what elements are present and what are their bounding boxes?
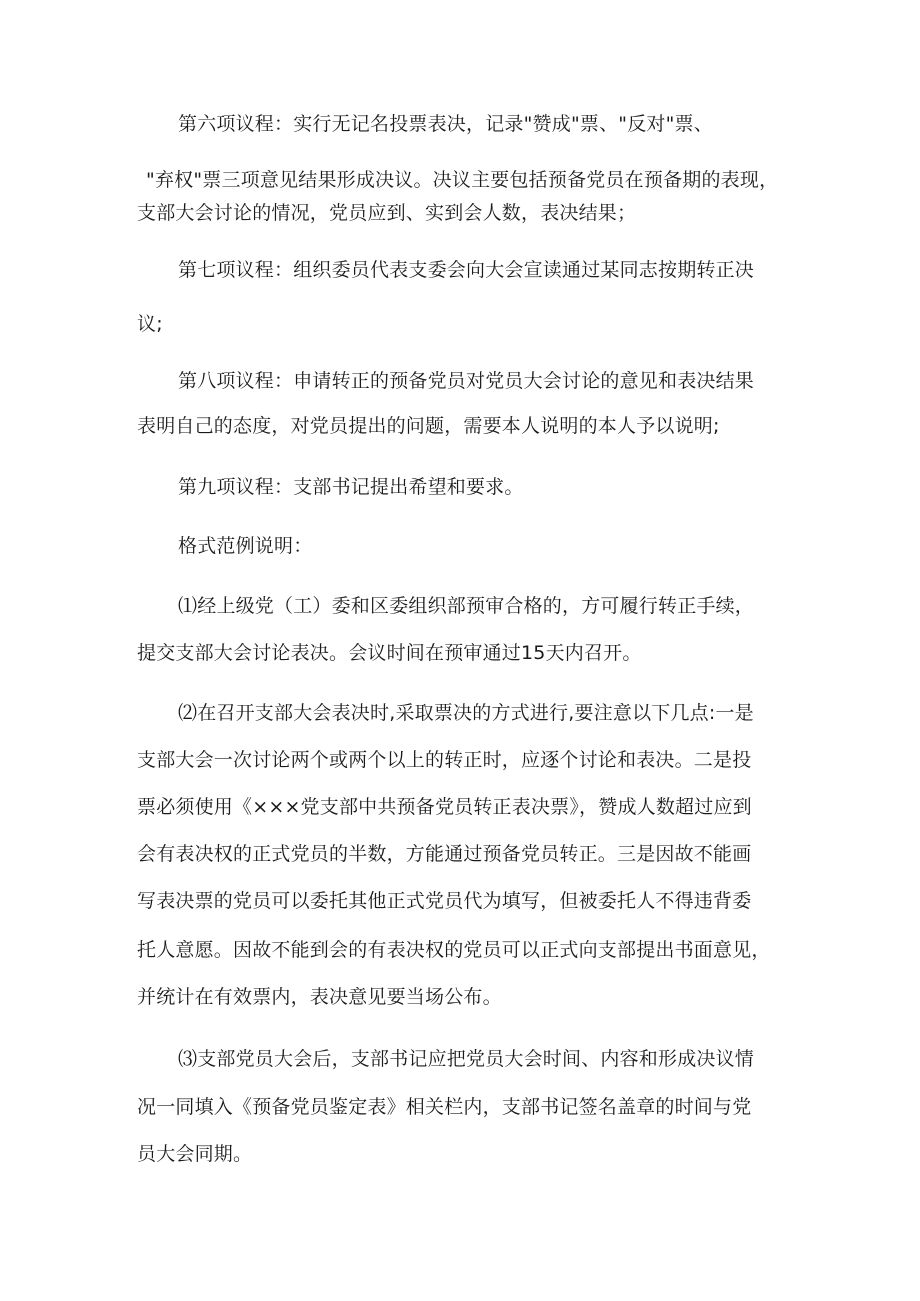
text-line: 况一同填入《预备党员鉴定表》相关栏内，支部书记签名盖章的时间与党 bbox=[137, 1096, 752, 1118]
text-line: 表明自己的态度，对党员提出的问题，需要本人说明的本人予以说明; bbox=[137, 415, 720, 437]
text-line: 员大会同期。 bbox=[137, 1143, 253, 1165]
text-line: 格式范例说明： bbox=[178, 535, 313, 557]
text-line: 写表决票的党员可以委托其他正式党员代为填写，但被委托人不得违背委 bbox=[137, 890, 752, 912]
text-line: 第九项议程：支部书记提出希望和要求。 bbox=[178, 476, 524, 498]
text-line: 会有表决权的正式党员的半数，方能通过预备党员转正。三是因故不能画 bbox=[137, 843, 752, 865]
text-line: 第六项议程：实行无记名投票表决，记录"赞成"票、"反对"票、 bbox=[178, 113, 713, 135]
text-line: 第八项议程：申请转正的预备党员对党员大会讨论的意见和表决结果 bbox=[178, 370, 755, 392]
text-line: 议; bbox=[137, 313, 163, 335]
text-line: 支部大会一次讨论两个或两个以上的转正时，应逐个讨论和表决。二是投 bbox=[137, 749, 752, 771]
text-line: 托人意愿。因故不能到会的有表决权的党员可以正式向支部提出书面意见， bbox=[137, 939, 771, 961]
text-line: 并统计在有效票内，表决意见要当场公布。 bbox=[137, 986, 502, 1008]
text-line: ⑴经上级党（工）委和区委组织部预审合格的，方可履行转正手续， bbox=[178, 595, 755, 617]
text-line: 提交支部大会讨论表决。会议时间在预审通过15天内召开。 bbox=[137, 642, 642, 664]
text-line: 第七项议程：组织委员代表支委会向大会宣读通过某同志按期转正决 bbox=[178, 259, 755, 281]
text-line: 支部大会讨论的情况，党员应到、实到会人数，表决结果； bbox=[137, 202, 637, 224]
text-line: "弃权"票三项意见结果形成决议。决议主要包括预备党员在预备期的表现， bbox=[146, 169, 779, 191]
text-line: 票必须使用《×××党支部中共预备党员转正表决票》，赞成人数超过应到 bbox=[137, 796, 752, 818]
text-line: ⑵在召开支部大会表决时,采取票决的方式进行,要注意以下几点:一是 bbox=[178, 702, 754, 724]
text-line: ⑶支部党员大会后，支部书记应把党员大会时间、内容和形成决议情 bbox=[178, 1048, 755, 1070]
